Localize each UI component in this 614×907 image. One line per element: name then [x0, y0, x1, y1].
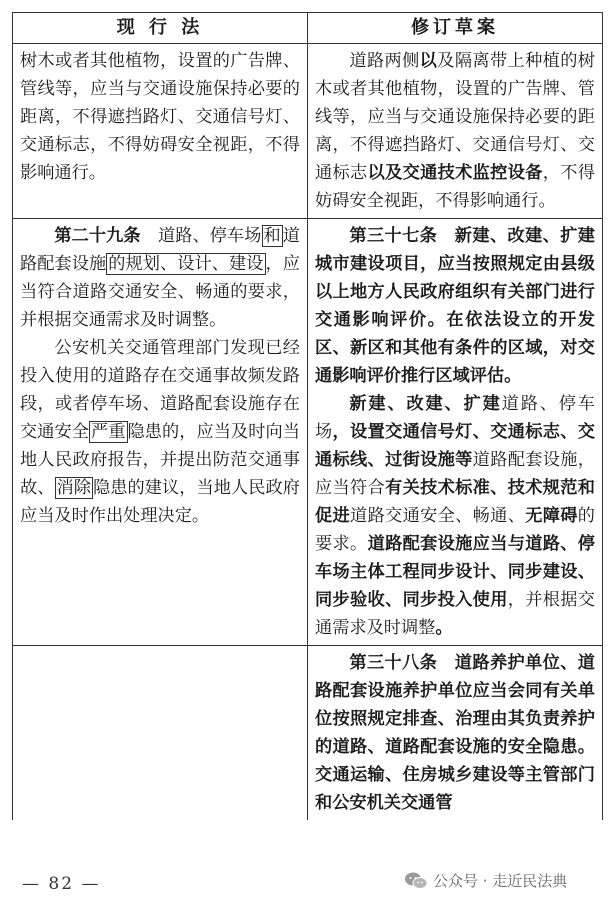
text-span: ，应当符合道路交通安全、畅通的要求，并根据交通需求及时调整。 [20, 254, 300, 330]
bold-text-span: ，设置交通信号灯、交通标志、交通标线、过街设施等 [315, 422, 595, 470]
text-span: 隐患的，应当及时向当地人民政府报告，并提出防范交通事故、 [20, 422, 300, 498]
text-span: 道路两侧 [349, 51, 420, 71]
draft-cell [308, 646, 603, 821]
text-span: 道路配套设施 [20, 226, 300, 274]
current-law-cell [13, 44, 308, 219]
text-span: 道路交通安全、畅通、 [350, 506, 526, 526]
text-span: 公安机关交通管理部门发现已经投入使用的道路存在交通事故频发路段，或者停车场、道路配套设施存在交通安全 [20, 338, 300, 442]
bold-text-span: 无障碍 [525, 506, 578, 526]
article-29-para-2 [20, 334, 300, 530]
page-number: — 82 — [22, 874, 101, 894]
watermark-text: 公众号 · 走近民法典 [433, 872, 568, 890]
bold-text-span: 新建、改建、扩建 [349, 394, 502, 414]
text-span: 道路、停车场 [140, 226, 262, 246]
comparison-table [12, 12, 603, 820]
draft-text [315, 47, 595, 215]
text-span: ，不得妨碍安全视距，不得影响通行。 [315, 163, 595, 211]
wechat-icon [404, 871, 428, 891]
boxed-text: 严重 [91, 422, 126, 442]
table-header-row [13, 13, 603, 44]
current-law-text: 树木或者其他植物，设置的广告牌、管线等，应当与交通设施保持必要的距离，不得遮挡路灯、交通信号灯、交通标志，不得妨碍安全视距，不得影响通行。 [20, 51, 300, 183]
article-29-para-1 [20, 222, 300, 334]
boxed-text: 消除 [56, 478, 92, 498]
article-title: 第二十九条 [54, 226, 141, 246]
bold-text-span: 道路配套设施应当与道路、停车场主体工程同步设计、同步建设、同步验收、同步投入使用 [315, 534, 595, 610]
bold-text-span: 以及交通技术监控设备 [367, 163, 543, 183]
article-37-para-2 [315, 390, 595, 642]
boxed-text: 的规划、设计、建设 [108, 254, 264, 274]
current-law-cell [13, 219, 308, 646]
watermark [404, 870, 567, 891]
article-38-para-1: 第三十八条 道路养护单位、道路配套设施养护单位应当会同有关单位按照规定排查、治理由其负责养护的道路、道路配套设施的安全隐患。交通运输、住房城乡建设等主管部门和公安机关交通管 [315, 653, 595, 813]
text-span: 的要求。 [315, 506, 595, 554]
article-37-para-1: 第三十七条 新建、改建、扩建城市建设项目，应当按照规定由县级以上地方人民政府组织有关部门进行交通影响评价。在依法设立的开发区、新区和其他有条件的区域，对交通影响评价推行区域评估。 [315, 226, 595, 386]
text-span: 道路配套设施，应当符合 [315, 450, 595, 498]
text-span: 及隔离带上种植的树木或者其他植物，设置的广告牌、管线等，应当与交通设施保持必要的距离，不得遮挡路灯、交通信号灯、交通标志 [315, 51, 595, 183]
bold-text-span: 。 [435, 618, 453, 638]
text-span: 隐患的建议，当地人民政府应当及时作出处理决定。 [20, 478, 300, 526]
header-current-law: 现 行 法 [13, 13, 308, 44]
text-span: ，并根据交通需求及时调整 [315, 590, 595, 638]
table-row [13, 219, 603, 646]
draft-cell [308, 219, 603, 646]
text-span: 道路、停车场 [315, 394, 595, 442]
bold-text-span: 有关技术标准、技术规范和促进 [315, 478, 595, 526]
boxed-text: 和 [263, 226, 281, 246]
current-law-cell-empty [13, 646, 308, 821]
draft-cell [308, 44, 603, 219]
bold-text-span: 以 [419, 51, 438, 71]
table-row [13, 646, 603, 821]
header-draft-revision: 修订草案 [308, 13, 603, 44]
table-row [13, 44, 603, 219]
